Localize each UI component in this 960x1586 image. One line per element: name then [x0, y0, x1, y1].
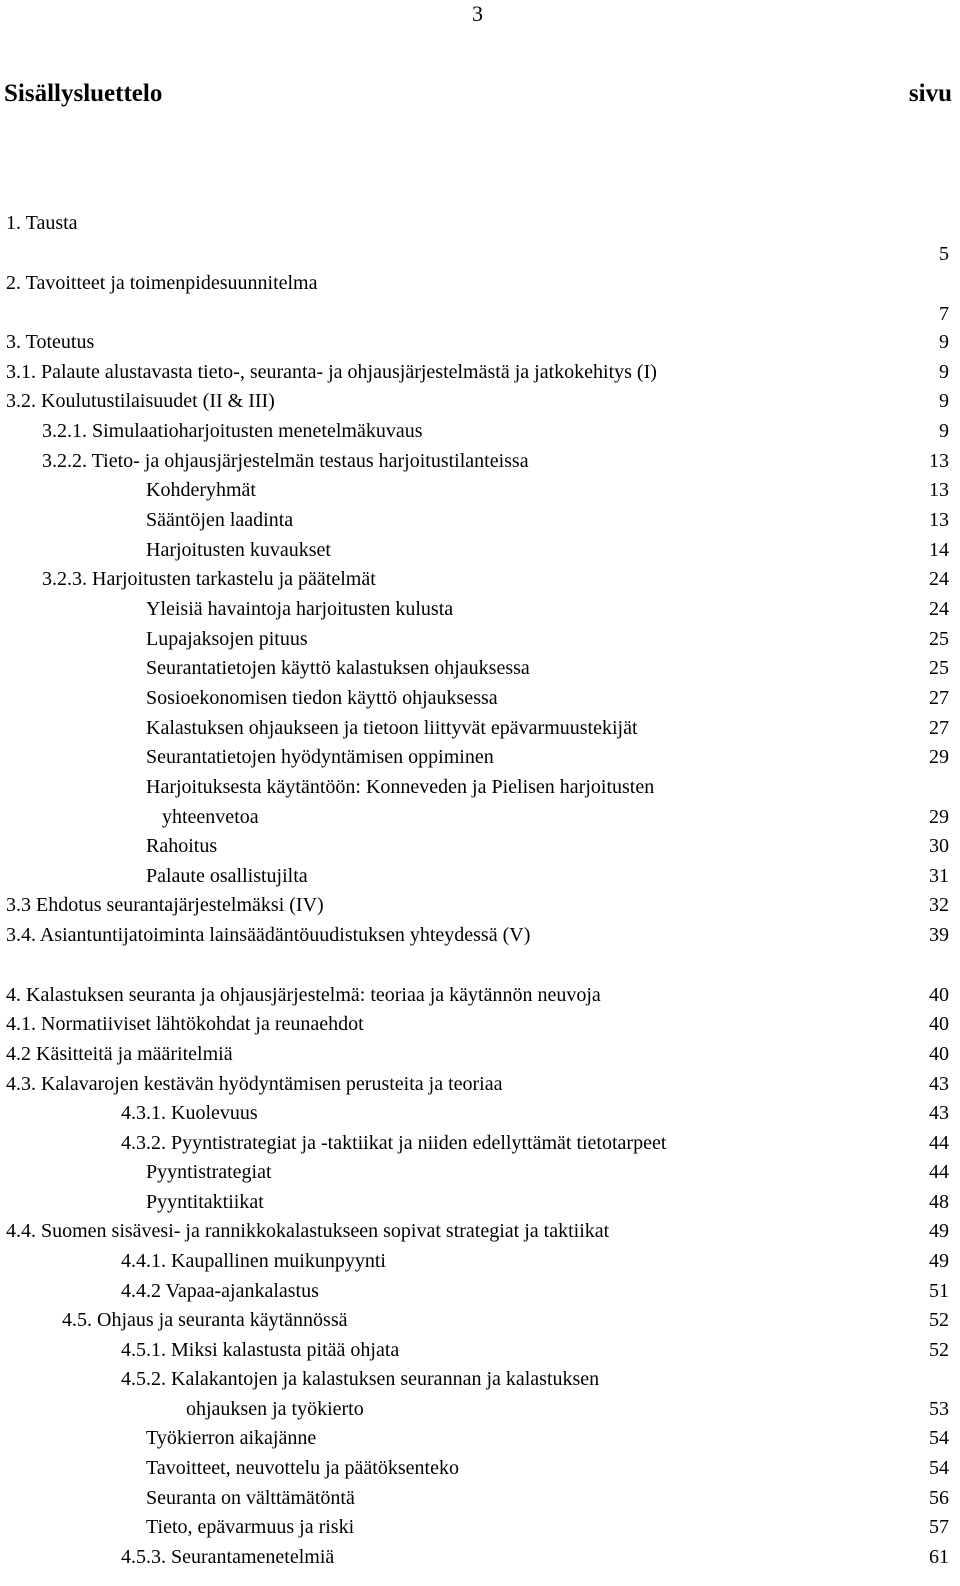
- toc-entry-title: ohjauksen ja työkierto: [186, 1398, 364, 1420]
- toc-entry-title: 3.1. Palaute alustavasta tieto-, seuranta- ja ohjausjärjestelmästä ja jatkokehitys (I): [6, 361, 657, 383]
- toc-entry-page: 9: [939, 361, 949, 383]
- toc-entry-page: 49: [929, 1220, 949, 1242]
- toc-entry-page: 29: [929, 806, 949, 828]
- toc-entry-page: 48: [929, 1191, 949, 1213]
- toc-entry-page: 56: [929, 1487, 949, 1509]
- toc-entry: [0, 1039, 960, 1069]
- toc-entry-title: Seuranta on välttämätöntä: [146, 1487, 355, 1509]
- toc-entry-title: 4.5. Ohjaus ja seuranta käytännössä: [62, 1309, 348, 1331]
- toc-entry-title: Tieto, epävarmuus ja riski: [146, 1516, 355, 1538]
- toc-entry-title: Lupajaksojen pituus: [146, 628, 308, 650]
- toc-entry: [0, 920, 960, 950]
- toc-entry-page: 27: [929, 717, 949, 739]
- toc-entry: [0, 980, 960, 1010]
- toc-entry-title: Seurantatietojen käyttö kalastuksen ohjauksessa: [146, 657, 530, 679]
- toc-entry: [0, 1069, 960, 1099]
- toc-entry-title: 2. Tavoitteet ja toimenpidesuunnitelma: [6, 272, 318, 294]
- toc-entry: [0, 1512, 960, 1542]
- toc-entry-page: 29: [929, 746, 949, 768]
- toc-entry: [0, 357, 960, 387]
- toc-entry-title: 3.2.1. Simulaatioharjoitusten menetelmäkuvaus: [42, 420, 423, 442]
- toc-entry-page: 13: [929, 479, 949, 501]
- toc-entry-page: 13: [929, 509, 949, 531]
- toc-entry: [0, 1305, 960, 1335]
- toc-entry-page: 31: [929, 865, 949, 887]
- toc-entry-page: 39: [929, 924, 949, 946]
- toc-entry-title: Kalastuksen ohjaukseen ja tietoon liittyvät epävarmuustekijät: [146, 717, 638, 739]
- toc-entry-page: 9: [939, 390, 949, 412]
- toc-entry-page: 5: [939, 243, 949, 265]
- toc-entry: [0, 594, 960, 624]
- toc-entry-title: Sosioekonomisen tiedon käyttö ohjauksessa: [146, 687, 498, 709]
- toc-entry: [0, 1542, 960, 1572]
- toc-entry: [0, 742, 960, 772]
- toc-entry-title: 4.2 Käsitteitä ja määritelmiä: [6, 1043, 233, 1065]
- toc-entry-title: Harjoituksesta käytäntöön: Konneveden ja Pielisen harjoitusten: [146, 776, 655, 798]
- toc-entry-title: Pyyntitaktiikat: [146, 1191, 264, 1213]
- toc-entry-title: 4.4.2 Vapaa-ajankalastus: [121, 1280, 319, 1302]
- toc-entry-title: Työkierron aikajänne: [146, 1427, 317, 1449]
- toc-entry-title: 3.2. Koulutustilaisuudet (II & III): [6, 390, 275, 412]
- toc-entry: [0, 624, 960, 654]
- toc-entry: [0, 1216, 960, 1246]
- toc-entry-title: Yleisiä havaintoja harjoitusten kulusta: [146, 598, 454, 620]
- toc-entry: [0, 1394, 960, 1424]
- toc-entry-page: 49: [929, 1250, 949, 1272]
- toc-entry-page: 54: [929, 1457, 949, 1479]
- toc-entry: [0, 327, 960, 357]
- toc-entry-page: 7: [939, 303, 949, 325]
- toc-entry: [0, 386, 960, 416]
- toc-entry: [0, 1276, 960, 1306]
- toc-entry: [0, 535, 960, 565]
- toc-entry: [0, 653, 960, 683]
- toc-entry-title: 1. Tausta: [6, 212, 78, 234]
- toc-entry-title: 4.3.1. Kuolevuus: [121, 1102, 258, 1124]
- toc-entry: [0, 505, 960, 535]
- toc-entry-title: Seurantatietojen hyödyntämisen oppiminen: [146, 746, 494, 768]
- toc-entry-page: 27: [929, 687, 949, 709]
- toc-entry: [0, 564, 960, 594]
- toc-entry-page: 57: [929, 1516, 949, 1538]
- toc-entry-page: 54: [929, 1427, 949, 1449]
- toc-entry-page: 14: [929, 539, 949, 561]
- toc-entry-page: 40: [929, 1013, 949, 1035]
- toc-entry-title: Palaute osallistujilta: [146, 865, 308, 887]
- toc-entry-page: 51: [929, 1280, 949, 1302]
- toc-entry-title: Tavoitteet, neuvottelu ja päätöksenteko: [146, 1457, 459, 1479]
- toc-entry-page: 40: [929, 984, 949, 1006]
- toc-entry: [0, 1453, 960, 1483]
- toc-entry-page: 52: [929, 1339, 949, 1361]
- toc-entry: [0, 416, 960, 446]
- toc-entry-page: 24: [929, 598, 949, 620]
- toc-entry: [0, 1246, 960, 1276]
- toc-entry-page: 44: [929, 1161, 949, 1183]
- toc-entry-title: 4.3. Kalavarojen kestävän hyödyntämisen perusteita ja teoriaa: [6, 1073, 503, 1095]
- toc-entry-page: 25: [929, 657, 949, 679]
- toc-entry-page: 9: [939, 420, 949, 442]
- toc-entry-page: 13: [929, 450, 949, 472]
- toc-entry-page: 43: [929, 1073, 949, 1095]
- toc-entry-title: 4.1. Normatiiviset lähtökohdat ja reunaehdot: [6, 1013, 364, 1035]
- toc-entry-title: 3.2.3. Harjoitusten tarkastelu ja päätelmät: [42, 568, 376, 590]
- toc-entry-title: 3.3 Ehdotus seurantajärjestelmäksi (IV): [6, 894, 324, 916]
- page-number: 3: [472, 1, 483, 26]
- toc-entry: [0, 1187, 960, 1217]
- toc-entry-title: Sääntöjen laadinta: [146, 509, 294, 531]
- toc-entry: [0, 772, 960, 802]
- toc-entry: [0, 268, 960, 298]
- toc-entry-page: 40: [929, 1043, 949, 1065]
- toc-entry: [0, 1483, 960, 1513]
- toc-entry-page: 25: [929, 628, 949, 650]
- toc-entry-title: 4.5.1. Miksi kalastusta pitää ohjata: [121, 1339, 400, 1361]
- toc-entry-title: 4.4. Suomen sisävesi- ja rannikkokalastukseen sopivat strategiat ja taktiikat: [6, 1220, 610, 1242]
- toc-entry: [0, 683, 960, 713]
- toc-entry: [0, 1098, 960, 1128]
- toc-entry: [0, 1423, 960, 1453]
- toc-entry: [0, 802, 960, 832]
- toc-entry-page: 52: [929, 1309, 949, 1331]
- toc-entry-page: 53: [929, 1398, 949, 1420]
- toc-entry: [0, 475, 960, 505]
- toc-entry: [0, 1364, 960, 1394]
- toc-entry-title: yhteenvetoa: [162, 806, 259, 828]
- toc-entry: [0, 890, 960, 920]
- toc-entry: [0, 208, 960, 238]
- toc-page-column-label: sivu: [908, 80, 952, 107]
- toc-entry: [0, 1128, 960, 1158]
- toc-title: Sisällysluettelo: [4, 80, 163, 107]
- toc-entry-title: 4.5.3. Seurantamenetelmiä: [121, 1546, 335, 1568]
- toc-entry-page: 32: [929, 894, 949, 916]
- toc-entry-title: Harjoitusten kuvaukset: [146, 539, 331, 561]
- toc-entry: [0, 861, 960, 891]
- toc-entry-page: 44: [929, 1132, 949, 1154]
- toc-entry: [0, 1335, 960, 1365]
- toc-entry-title: 3.2.2. Tieto- ja ohjausjärjestelmän testaus harjoitustilanteissa: [42, 450, 529, 472]
- toc-entry-page: 43: [929, 1102, 949, 1124]
- toc-entry: [0, 1009, 960, 1039]
- toc-entry-page: 61: [929, 1546, 949, 1568]
- toc-entry-page: 9: [939, 331, 949, 353]
- toc-entry-title: 4.5.2. Kalakantojen ja kalastuksen seurannan ja kalastuksen: [121, 1368, 600, 1390]
- toc-entry-title: 4.4.1. Kaupallinen muikunpyynti: [121, 1250, 386, 1272]
- toc-entry-title: Rahoitus: [146, 835, 218, 857]
- toc-entry-title: 4. Kalastuksen seuranta ja ohjausjärjestelmä: teoriaa ja käytännön neuvoja: [6, 984, 601, 1006]
- toc-entry-title: 3. Toteutus: [6, 331, 95, 353]
- toc-entry-title: 4.3.2. Pyyntistrategiat ja -taktiikat ja niiden edellyttämät tietotarpeet: [121, 1132, 667, 1154]
- toc-entry: [0, 446, 960, 476]
- toc-entry: [0, 1157, 960, 1187]
- toc-entry-title: 3.4. Asiantuntijatoiminta lainsäädäntöuudistuksen yhteydessä (V): [6, 924, 531, 946]
- toc-entry-title: Pyyntistrategiat: [146, 1161, 272, 1183]
- toc-entry-page: 24: [929, 568, 949, 590]
- toc-entry: [0, 713, 960, 743]
- toc-entry-title: Kohderyhmät: [146, 479, 256, 501]
- toc-entry: [0, 831, 960, 861]
- toc-entry-page: 30: [929, 835, 949, 857]
